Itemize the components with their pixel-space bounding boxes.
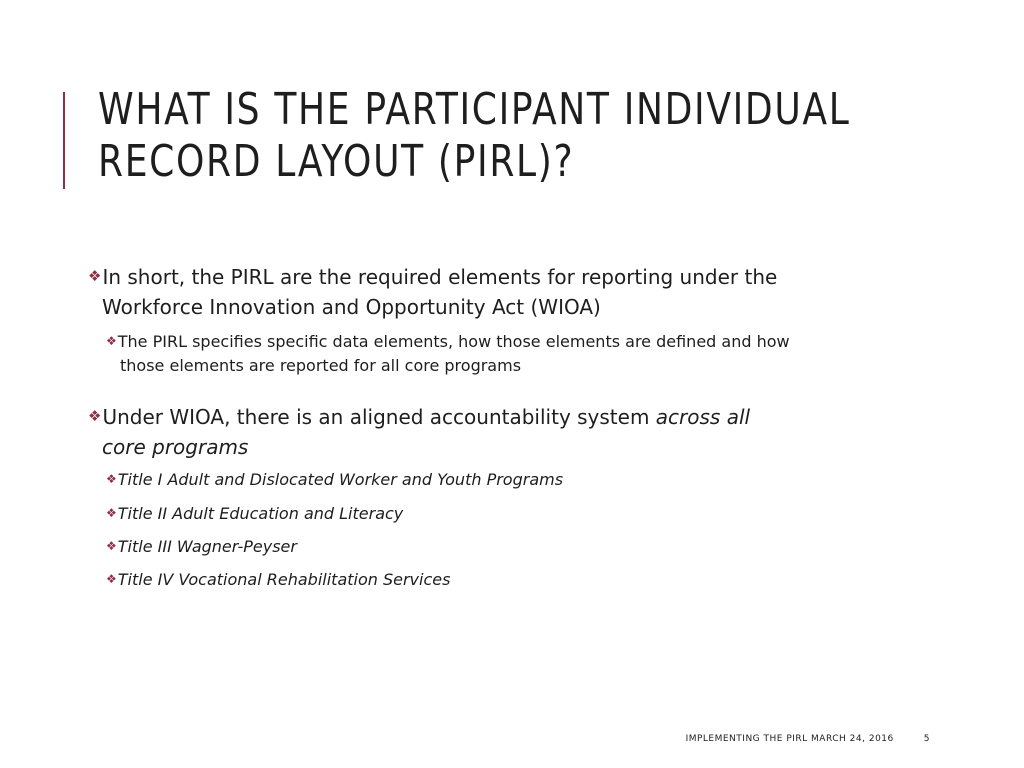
slide-title [98, 84, 851, 188]
bullet-item [88, 401, 888, 462]
bullet-text-continued: Workforce Innovation and Opportunity Act (WIOA) [102, 295, 601, 319]
sub-bullet-item [106, 567, 896, 592]
bullet-item [88, 261, 888, 322]
sub-bullet-text: Title II Adult Education and Literacy [117, 504, 404, 523]
bullet-text-emphasis: across all [655, 405, 751, 429]
bullet-text-continued: core programs [102, 435, 249, 459]
title-line-2: RECORD LAYOUT (PIRL)? [98, 136, 575, 187]
bullet-text: Under WIOA, there is an aligned accountability system [102, 405, 656, 429]
diamond-bullet-icon: ❖ [88, 267, 102, 285]
diamond-bullet-icon: ❖ [106, 539, 117, 553]
title-accent-bar [63, 92, 65, 189]
sub-bullet-text: Title IV Vocational Rehabilitation Services [117, 570, 451, 589]
sub-bullet-text-continued: those elements are reported for all core programs [120, 356, 522, 375]
slide-footer [600, 734, 930, 744]
page-number: 5 [923, 734, 930, 744]
bullet-text: In short, the PIRL are the required elements for reporting under the [102, 265, 778, 289]
diamond-bullet-icon: ❖ [106, 506, 117, 520]
title-line-1: WHAT IS THE PARTICIPANT INDIVIDUAL [98, 84, 851, 135]
sub-bullet-text: Title III Wagner-Peyser [117, 537, 297, 556]
diamond-bullet-icon: ❖ [106, 472, 117, 486]
diamond-bullet-icon: ❖ [106, 334, 117, 348]
diamond-bullet-icon: ❖ [88, 407, 102, 425]
sub-bullet-item [106, 501, 896, 526]
sub-bullet-item [106, 534, 896, 559]
footer-text: IMPLEMENTING THE PIRL MARCH 24, 2016 [685, 734, 894, 744]
sub-bullet-item [106, 329, 896, 378]
sub-bullet-text: The PIRL specifies specific data elements, how those elements are defined and how [117, 332, 790, 351]
sub-bullet-text: Title I Adult and Dislocated Worker and Youth Programs [117, 470, 564, 489]
sub-bullet-item [106, 467, 896, 492]
diamond-bullet-icon: ❖ [106, 572, 117, 586]
